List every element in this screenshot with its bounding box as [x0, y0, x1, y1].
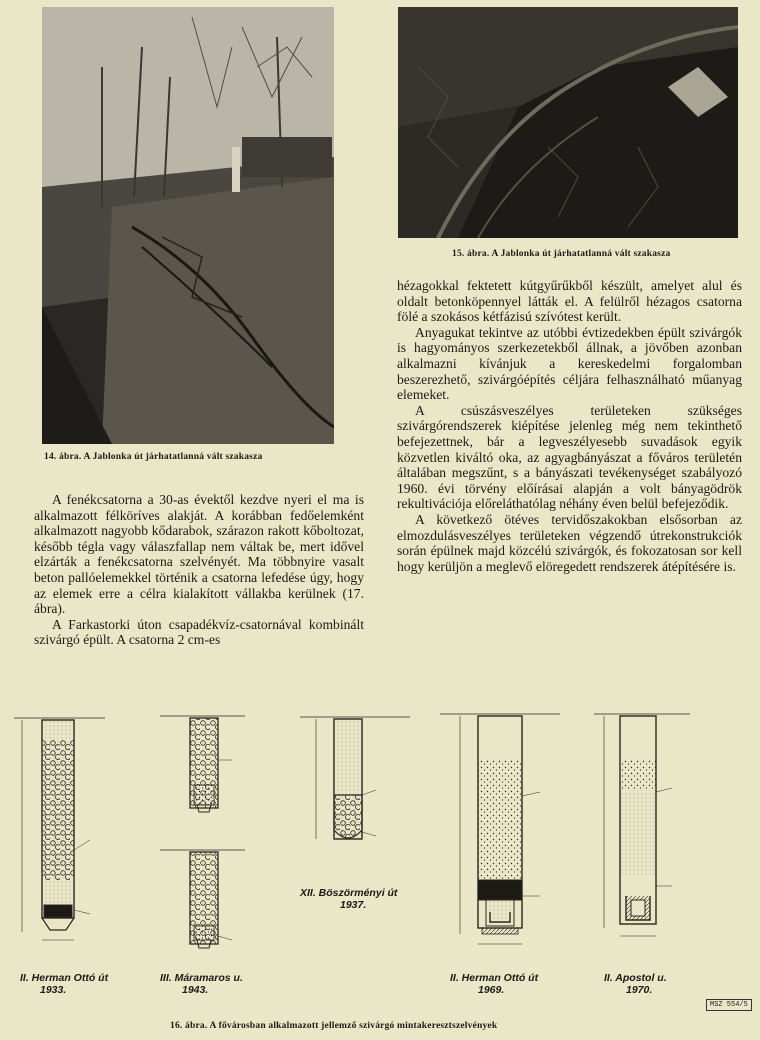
drawing-label-2 — [160, 972, 243, 996]
fig16-drawings — [0, 700, 760, 970]
cross-section-3 — [300, 717, 410, 839]
photo-fig15 — [398, 7, 738, 238]
paragraph: A fenékcsatorna a 30-as évektől kezdve nyeri el ma is alkalmazott félköríves alakját. A korábban fedőelemként alkalmazott nagyobb kődarabok, szárazon rakott kőboltozat, később tégla vagy válaszfallap nem váltak be, mert idővel elzárták a fenékcsatorna szelvényét. Ma többnyire vasalt beton pallóelemekkel történik a csatorna lefedése úgy, hogy az elemek erre a célra kialakított vállakba kerülnek (17. ábra). — [34, 492, 364, 617]
drawing-year: 1943. — [182, 984, 209, 996]
paragraph: A Farkastorki úton csapadékvíz-csatornával kombinált szivárgó épült. A csatorna 2 cm-es — [34, 616, 364, 648]
drawing-year: 1970. — [626, 984, 653, 996]
drawing-year: 1937. — [340, 899, 367, 911]
drawing-year: 1969. — [478, 984, 505, 996]
photo-fig14 — [42, 7, 334, 444]
drawing-street: II. Herman Ottó út — [450, 972, 539, 984]
left-text-column — [34, 492, 364, 648]
drawing-label-4 — [450, 972, 538, 996]
paragraph: A következő ötéves tervidőszakokban elsősorban az elmozdulásveszélyes területeken végzendő útrekonstrukciók során épülnek majd közcélú szivárgók, és fokozatosan sor kell hogy kerüljön a meglevő elöregedett rendszerek átépítésére is. — [397, 511, 742, 574]
drawing-street: II. Herman Ottó út — [20, 972, 109, 984]
paragraph: hézagokkal fektetett kútgyűrűkből készült, amelyet alul és oldalt betonköpennyel látták el. A felülről hézagos csatorna fölé a szokásos kétfázisú szívótest került. — [397, 278, 742, 325]
drawing-label-1 — [20, 972, 108, 996]
cross-section-2 — [160, 716, 245, 948]
drawing-label-5 — [604, 972, 667, 996]
paragraph: Anyagukat tekintve az utóbbi évtizedekben épült szivárgók is hagyományos szerkezetekből állnak, a jövőben azonban alkalmazni kívánjuk a kereskedelmi forgalomban beszerezhető, szivárgóépítés céljára felhasználható műanyag elemeket. — [397, 324, 742, 403]
drawing-year: 1933. — [40, 984, 67, 996]
figure-stamp: MSZ 554/5 — [706, 999, 752, 1011]
paragraph: A csúszásveszélyes területeken szükséges szivárgórendszerek kiépítése jelenleg még nem tekinthető befejezettnek, bár a legveszélyesebb suvadások egyik közvetlen kiváltó oka, az agyagbányászat a főváros területén általában megszűnt, s a bányászati tevékenységet szabályozó 1960. évi törvény előírásai alapján a volt bányagödrök rekultivációja előreláthatólag néhány éven belül befejeződik. — [397, 402, 742, 512]
drawing-street: XII. Böszörményi út — [300, 887, 398, 899]
cross-section-1 — [14, 718, 105, 940]
fig15-caption: 15. ábra. A Jablonka út járhatatlanná vált szakasza — [452, 249, 671, 259]
cross-section-4 — [440, 714, 560, 944]
fig16-caption: 16. ábra. A fővárosban alkalmazott jellemző szivárgó mintakeresztszelvények — [170, 1021, 498, 1031]
cross-section-5 — [594, 714, 690, 936]
drawing-street: II. Apostol u. — [604, 972, 667, 984]
fig14-caption: 14. ábra. A Jablonka út járhatatlanná vált szakasza — [44, 452, 263, 462]
drawing-street: III. Máramaros u. — [160, 972, 243, 984]
right-text-column — [397, 278, 742, 574]
drawing-label-3 — [300, 887, 397, 911]
